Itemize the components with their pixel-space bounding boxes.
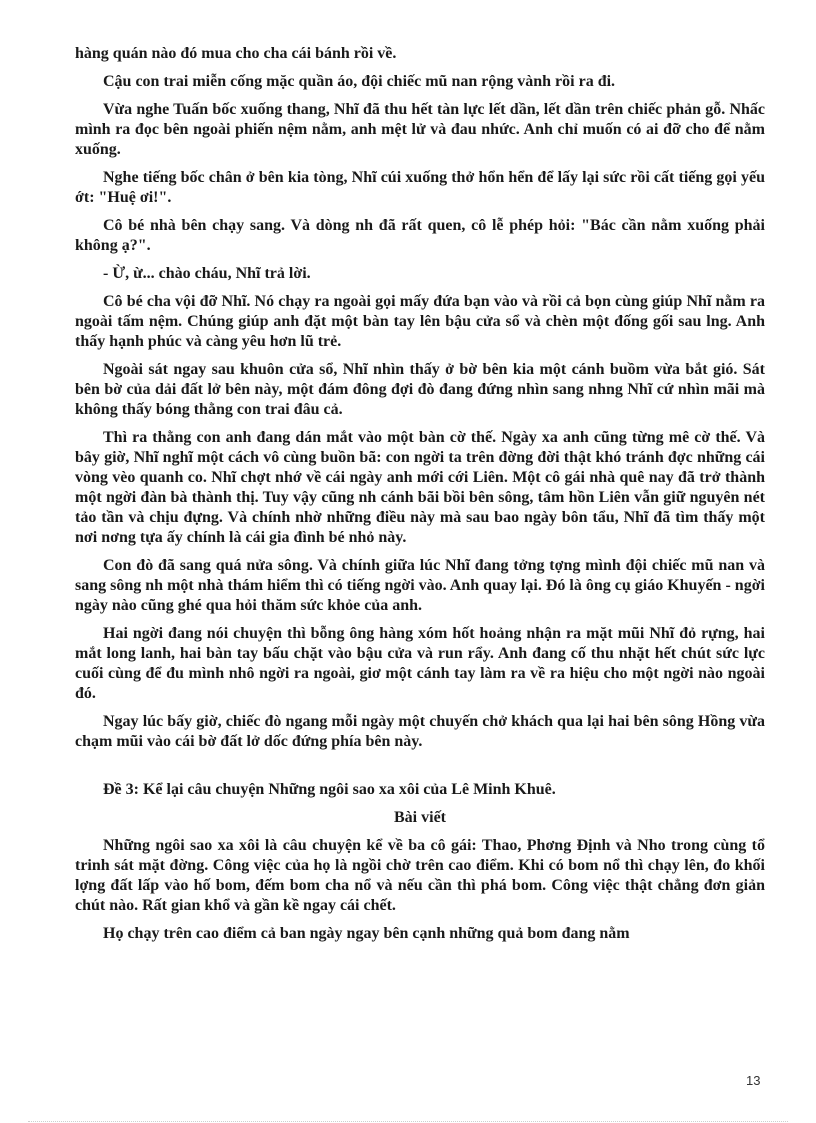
topic-heading: Đề 3: Kể lại câu chuyện Những ngôi sao xa xôi của Lê Minh Khuê.	[103, 781, 556, 798]
paragraph: Nghe tiếng bốc chân ở bên kia tòng, Nhĩ cúi xuống thở hổn hển để lấy lại sức rồi cất tiếng gọi yếu ớt: "Huệ ơi!".	[75, 169, 765, 206]
paragraph: Ngoài sát ngay sau khuôn cửa sổ, Nhĩ nhìn thấy ở bờ bên kia một cánh buồm vừa bắt gió. Sát bên bờ của dải đất lở bên này, một đám đông đợi đò đang đứng nhìn sang nhng Nhĩ cứ nhìn mãi mà không thấy bóng thằng con trai đâu cả.	[75, 361, 765, 418]
paragraph: Con đò đã sang quá nửa sông. Và chính giữa lúc Nhĩ đang tởng tợng mình đội chiếc mũ nan và sang sông nh một nhà thám hiểm thì có tiếng ngời vào. Anh quay lại. Đó là ông cụ giáo Khuyến - ngời ngày nào cũng ghé qua hỏi thăm sức khỏe của anh.	[75, 557, 765, 614]
paragraph: Thì ra thằng con anh đang dán mắt vào một bàn cờ thế. Ngày xa anh cũng từng mê cờ thế. Và bây giờ, Nhĩ nghĩ một cách vô cùng buồn bã: con ngời ta trên đờng đời thật khó tránh đợc những cái vòng vèo quanh co. Nhĩ chợt nhớ về cái ngày anh mới cới Liên. Một cô gái nhà quê nay đã trở thành một ngời đàn bà thành thị. Tuy vậy cũng nh cánh bãi bồi bên sông, tâm hồn Liên vẫn giữ nguyên nét tảo tần và chịu đựng. Và chính nhờ những điều này mà sau bao ngày bôn tẩu, Nhĩ đã tìm thấy một nơi nơng tựa ấy chính là cái gia đình bé nhỏ này.	[75, 429, 765, 546]
paragraph: - Ừ, ừ... chào cháu, Nhĩ trả lời.	[103, 265, 311, 282]
paragraph: Cô bé nhà bên chạy sang. Và dòng nh đã rất quen, cô lễ phép hỏi: "Bác cần nằm xuống phải không ạ?".	[75, 217, 765, 254]
essay-paragraph: Những ngôi sao xa xôi là câu chuyện kể về ba cô gái: Thao, Phơng Định và Nho trong cùng tổ trinh sát mặt đờng. Công việc của họ là ngồi chờ trên cao điểm. Khi có bom nổ thì chạy lên, đo khối lợng đất lấp vào hố bom, đếm bom cha nổ và nếu cần thì phá bom. Công việc thật chẳng đơn giản chút nào. Rất gian khổ và gần kề ngay cái chết.	[75, 837, 765, 914]
paragraph: hàng quán nào đó mua cho cha cái bánh rồi về.	[75, 45, 397, 62]
paragraph: Cậu con trai miễn cống mặc quần áo, đội chiếc mũ nan rộng vành rồi ra đi.	[103, 73, 616, 90]
essay-paragraph: Họ chạy trên cao điểm cả ban ngày ngay bên cạnh những quả bom đang nằm	[103, 925, 630, 942]
page-number: 13	[746, 1073, 761, 1088]
document-body	[75, 44, 765, 952]
footer-divider	[28, 1121, 788, 1122]
paragraph: Hai ngời đang nói chuyện thì bỗng ông hàng xóm hốt hoảng nhận ra mặt mũi Nhĩ đỏ rựng, hai mắt long lanh, hai bàn tay bấu chặt vào bậu cửa và run rẩy. Anh đang cố thu nhặt hết chút sức lực cuối cùng để đu mình nhô ngời ra ngoài, giơ một cánh tay làm ra về ra hiệu cho một ngời nào ngoài đó.	[75, 625, 765, 702]
paragraph: Vừa nghe Tuấn bốc xuống thang, Nhĩ đã thu hết tàn lực lết dần, lết dần trên chiếc phản gỗ. Nhấc mình ra đọc bên ngoài phiến nệm nằm, anh mệt lử và đau nhức. Anh chỉ muốn có ai đỡ cho để nằm xuống.	[75, 101, 765, 158]
paragraph: Cô bé cha vội đỡ Nhĩ. Nó chạy ra ngoài gọi mấy đứa bạn vào và rồi cả bọn cùng giúp Nhĩ nằm ra ngoài tấm nệm. Chúng giúp anh đặt một bàn tay lên bậu cửa sổ và chèn một đống gối sau lng. Anh thấy hạnh phúc và càng yêu hơn lũ trẻ.	[75, 293, 765, 350]
paragraph: Ngay lúc bấy giờ, chiếc đò ngang mỗi ngày một chuyến chở khách qua lại hai bên sông Hồng vừa chạm mũi vào cái bờ đất lở dốc đứng phía bên này.	[75, 713, 765, 750]
section-heading: Bài viết	[394, 809, 446, 826]
